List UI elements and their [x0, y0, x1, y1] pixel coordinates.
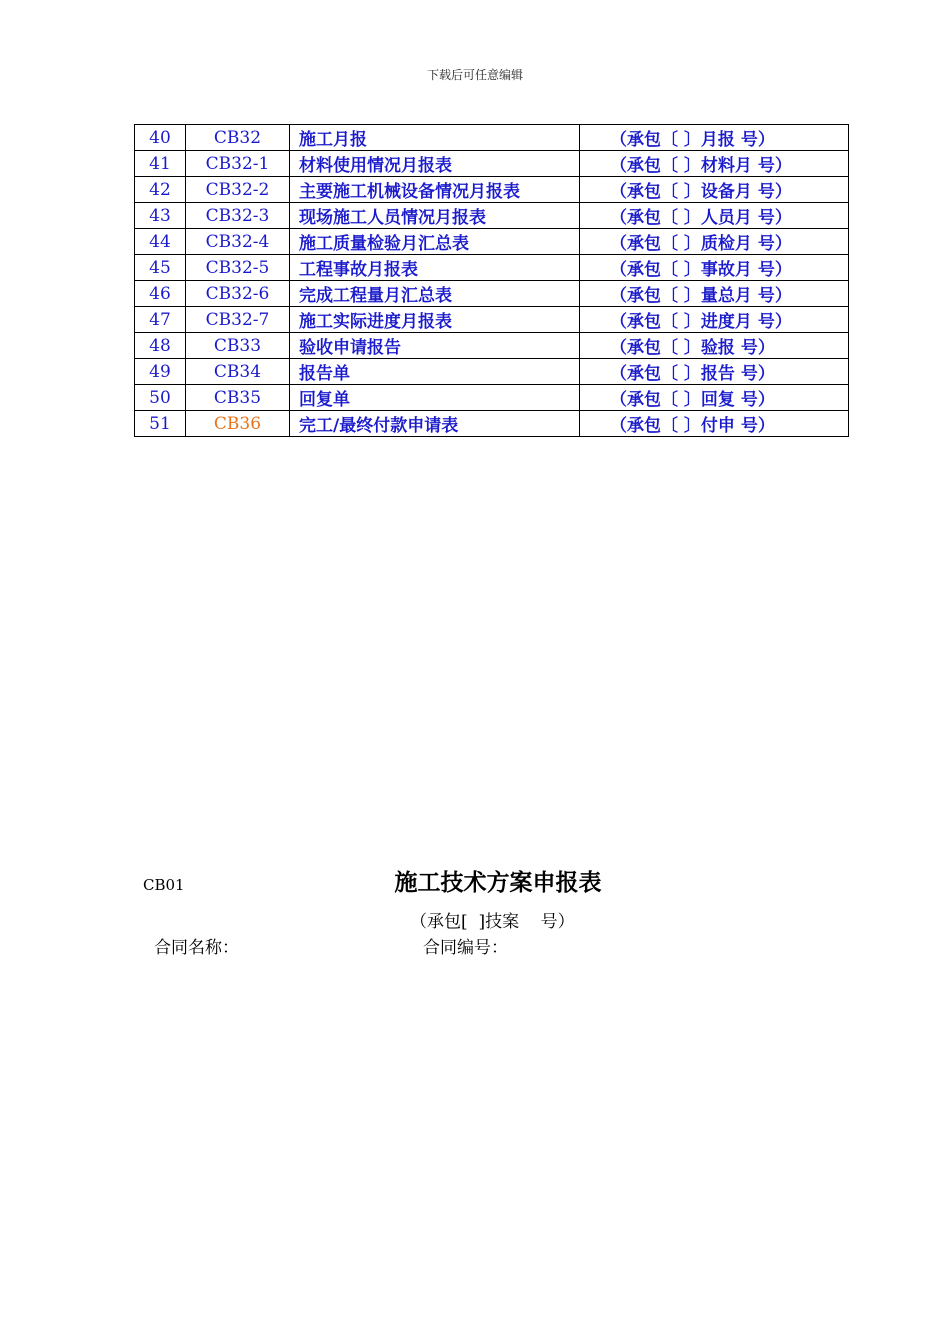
form-code-cell: CB32-7 — [186, 307, 290, 333]
table-row — [135, 281, 849, 307]
form-code-cell: CB36 — [186, 411, 290, 437]
table-row — [135, 203, 849, 229]
form-ref-cell: （承包〔 〕付申 号） — [580, 411, 849, 437]
table-row — [135, 125, 849, 151]
page-header-note: 下载后可任意编辑 — [426, 68, 523, 82]
contract-name-label: 合同名称： — [154, 938, 239, 958]
table-row — [135, 411, 849, 437]
table-row — [135, 229, 849, 255]
form-ref-cell: （承包〔 〕量总月 号） — [580, 281, 849, 307]
form-ref-cell: （承包〔 〕事故月 号） — [580, 255, 849, 281]
table-row — [135, 385, 849, 411]
row-number-cell: 45 — [135, 255, 186, 281]
row-number-cell: 40 — [135, 125, 186, 151]
form-ref-cell: （承包〔 〕质检月 号） — [580, 229, 849, 255]
form-ref-cell: （承包〔 〕月报 号） — [580, 125, 849, 151]
form-ref-cell: （承包〔 〕报告 号） — [580, 359, 849, 385]
form-code: CB01 — [143, 876, 185, 894]
contract-number-label: 合同编号： — [423, 938, 508, 958]
form-code-cell: CB33 — [186, 333, 290, 359]
row-number-cell: 48 — [135, 333, 186, 359]
form-ref-cell: （承包〔 〕材料月 号） — [580, 151, 849, 177]
table-row — [135, 359, 849, 385]
form-ref-cell: （承包〔 〕回复 号） — [580, 385, 849, 411]
row-number-cell: 41 — [135, 151, 186, 177]
form-name-cell: 材料使用情况月报表 — [290, 151, 580, 177]
form-ref-cell: （承包〔 〕验报 号） — [580, 333, 849, 359]
row-number-cell: 42 — [135, 177, 186, 203]
table-row — [135, 255, 849, 281]
form-code-cell: CB32-6 — [186, 281, 290, 307]
form-title: 施工技术方案申报表 — [394, 870, 602, 896]
table-row — [135, 177, 849, 203]
form-name-cell: 主要施工机械设备情况月报表 — [290, 177, 580, 203]
form-code-cell: CB32-5 — [186, 255, 290, 281]
table-row — [135, 333, 849, 359]
form-index-rows — [135, 125, 849, 437]
form-code-cell: CB34 — [186, 359, 290, 385]
row-number-cell: 47 — [135, 307, 186, 333]
form-ref-cell: （承包〔 〕进度月 号） — [580, 307, 849, 333]
row-number-cell: 50 — [135, 385, 186, 411]
form-ref-cell: （承包〔 〕设备月 号） — [580, 177, 849, 203]
form-code-cell: CB32 — [186, 125, 290, 151]
form-name-cell: 完工/最终付款申请表 — [290, 411, 580, 437]
form-reference-number: （承包[ ]技案 号） — [410, 912, 575, 932]
form-code-cell: CB32-3 — [186, 203, 290, 229]
form-name-cell: 完成工程量月汇总表 — [290, 281, 580, 307]
form-name-cell: 回复单 — [290, 385, 580, 411]
form-index-table — [134, 124, 849, 437]
form-name-cell: 验收申请报告 — [290, 333, 580, 359]
table-row — [135, 307, 849, 333]
form-name-cell: 现场施工人员情况月报表 — [290, 203, 580, 229]
form-name-cell: 施工质量检验月汇总表 — [290, 229, 580, 255]
form-ref-cell: （承包〔 〕人员月 号） — [580, 203, 849, 229]
form-code-cell: CB32-1 — [186, 151, 290, 177]
form-code-cell: CB35 — [186, 385, 290, 411]
row-number-cell: 49 — [135, 359, 186, 385]
form-code-cell: CB32-4 — [186, 229, 290, 255]
form-name-cell: 报告单 — [290, 359, 580, 385]
form-name-cell: 施工实际进度月报表 — [290, 307, 580, 333]
form-name-cell: 施工月报 — [290, 125, 580, 151]
form-code-cell: CB32-2 — [186, 177, 290, 203]
form-name-cell: 工程事故月报表 — [290, 255, 580, 281]
row-number-cell: 51 — [135, 411, 186, 437]
row-number-cell: 43 — [135, 203, 186, 229]
row-number-cell: 44 — [135, 229, 186, 255]
row-number-cell: 46 — [135, 281, 186, 307]
table-row — [135, 151, 849, 177]
